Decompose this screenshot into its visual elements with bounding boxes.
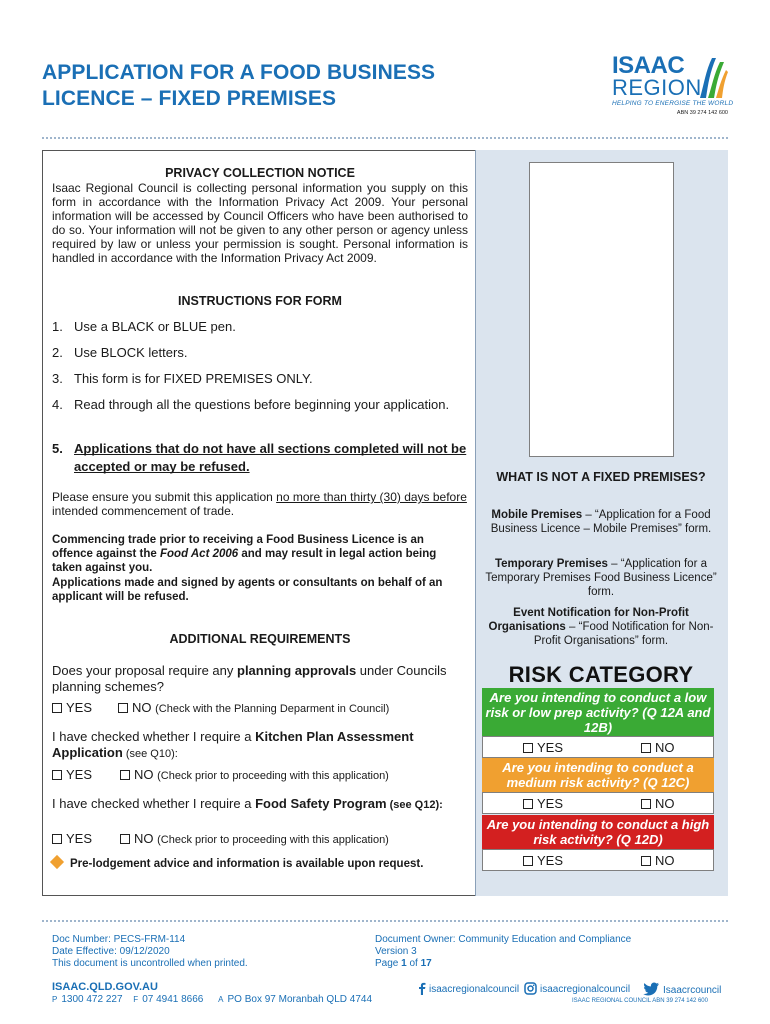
twitter-link[interactable]: Isaacrcouncil	[642, 982, 721, 996]
checkbox[interactable]	[641, 856, 651, 866]
food-safety-yes-option[interactable]: YES	[52, 831, 92, 846]
photo-box	[529, 162, 674, 457]
kitchen-plan-no-option[interactable]: NO (Check prior to proceeding with this application)	[120, 767, 389, 784]
warning-agents: Applications made and signed by agents or consultants on behalf of an applicant will be refused.	[52, 577, 443, 603]
not-fixed-heading: WHAT IS NOT A FIXED PREMISES?	[496, 470, 706, 484]
risk-low-options	[482, 736, 714, 758]
planning-yes-option[interactable]: YES	[52, 700, 92, 715]
twitter-icon	[642, 982, 660, 996]
checkbox[interactable]	[641, 743, 651, 753]
page-title	[42, 60, 562, 112]
privacy-heading: PRIVACY COLLECTION NOTICE	[165, 166, 355, 180]
kitchen-plan-options	[52, 767, 468, 783]
website-link[interactable]: ISAAC.QLD.GOV.AU	[52, 981, 158, 993]
question-planning: Does your proposal require any planning approvals under Councils planning schemes?	[52, 663, 447, 694]
title-line-1: APPLICATION FOR A FOOD BUSINESS	[42, 61, 436, 84]
uncontrolled-note: This document is uncontrolled when printed.	[52, 958, 248, 969]
logo-word-region: REGION	[612, 75, 702, 100]
postal-address: PO Box 97 Moranbah QLD 4744	[227, 994, 373, 1005]
isaac-region-logo	[612, 52, 734, 124]
page-indicator: Page 1 of 17	[375, 958, 432, 969]
instagram-link[interactable]: isaacregionalcouncil	[524, 982, 630, 995]
checkbox[interactable]	[52, 834, 62, 844]
temporary-premises-note: Temporary Premises – “Application for a Temporary Premises Food Business Licence” form.	[485, 558, 717, 598]
document-owner: Document Owner: Community Education and Compliance	[375, 934, 632, 945]
header-divider	[42, 137, 728, 139]
risk-medium-yes-option[interactable]: YES	[523, 796, 563, 811]
risk-high-no-option[interactable]: NO	[641, 853, 675, 868]
food-safety-options	[52, 831, 468, 847]
instagram-icon	[524, 982, 537, 995]
question-kitchen-plan: I have checked whether I require a Kitchen Plan Assessment Application (see Q10):	[52, 729, 414, 760]
warning-legal: Commencing trade prior to receiving a Food Business Licence is an offence against the Food Act 2006 and may result in legal action being taken against you.	[52, 534, 437, 574]
doc-meta-right	[375, 934, 631, 970]
risk-medium-no-option[interactable]: NO	[641, 796, 675, 811]
facebook-link[interactable]: isaacregionalcouncil	[418, 982, 519, 995]
logo-abn: ABN 39 274 142 600	[676, 110, 728, 116]
risk-high-yes-option[interactable]: YES	[523, 853, 563, 868]
checkbox[interactable]	[641, 799, 651, 809]
logo-mark-icon	[698, 54, 728, 100]
mobile-premises-note: Mobile Premises – “Application for a Food Business Licence – Mobile Premises” form.	[490, 509, 712, 535]
risk-low-yes-option[interactable]: YES	[523, 740, 563, 755]
checkbox[interactable]	[120, 834, 130, 844]
privacy-text: Isaac Regional Council is collecting personal information you supply on this form in accordance with the Information Privacy Act 2009. Your personal information will be accessed by Council Officers who have been authorised to do so. Your information will not be given to any other person or agency unless required by law or unless your permission is sought. Personal information is handled in accordance with the Information Privacy Act 2009.	[52, 181, 468, 265]
footer-abn: ISAAC REGIONAL COUNCIL ABN 39 274 142 600	[572, 998, 708, 1004]
logo-tagline: HELPING TO ENERGISE THE WORLD	[612, 100, 734, 107]
risk-high-options	[482, 849, 714, 871]
checkbox[interactable]	[52, 770, 62, 780]
checkbox[interactable]	[523, 799, 533, 809]
submit-note: Please ensure you submit this application no more than thirty (30) days before intended commencement of trade.	[52, 490, 467, 518]
risk-category-title: RISK CATEGORY	[508, 662, 694, 687]
title-line-2: LICENCE – FIXED PREMISES	[42, 87, 337, 110]
phone-number[interactable]: 1300 472 227	[61, 994, 123, 1005]
version: Version 3	[375, 946, 417, 957]
risk-band-medium: Are you intending to conduct a medium risk activity? (Q 12C)	[482, 758, 714, 792]
planning-options	[52, 700, 468, 716]
diamond-bullet-icon	[50, 855, 64, 869]
checkbox[interactable]	[523, 856, 533, 866]
risk-band-high: Are you intending to conduct a high risk activity? (Q 12D)	[482, 815, 714, 849]
question-food-safety: I have checked whether I require a Food Safety Program (see Q12):	[52, 796, 443, 811]
contact-line: P 1300 472 227 F 07 4941 8666 A PO Box 97 Moranbah QLD 4744	[52, 994, 373, 1005]
risk-medium-options	[482, 792, 714, 814]
doc-number: Doc Number: PECS-FRM-114	[52, 934, 186, 945]
risk-low-no-option[interactable]: NO	[641, 740, 675, 755]
planning-no-option[interactable]: NO (Check with the Planning Deparment in Council)	[118, 700, 389, 717]
risk-band-low: Are you intending to conduct a low risk or low prep activity? (Q 12A and 12B)	[482, 688, 714, 736]
checkbox[interactable]	[120, 770, 130, 780]
additional-heading: ADDITIONAL REQUIREMENTS	[169, 632, 351, 646]
food-safety-no-option[interactable]: NO (Check prior to proceeding with this application)	[120, 831, 389, 848]
instructions-heading: INSTRUCTIONS FOR FORM	[178, 294, 342, 308]
kitchen-plan-yes-option[interactable]: YES	[52, 767, 92, 782]
checkbox[interactable]	[52, 703, 62, 713]
checkbox[interactable]	[523, 743, 533, 753]
checkbox[interactable]	[118, 703, 128, 713]
facebook-icon	[418, 982, 426, 995]
event-notification-note: Event Notification for Non-Profit Organisations – “Food Notification for Non-Profit Organisations” form.	[488, 607, 714, 647]
fax-number: 07 4941 8666	[142, 994, 204, 1005]
logo-word-isaac: ISAAC	[612, 52, 685, 79]
doc-meta-left	[52, 934, 248, 970]
prelodgement-note: Pre-lodgement advice and information is available upon request.	[52, 856, 468, 872]
footer-divider	[42, 920, 728, 922]
date-effective: Date Effective: 09/12/2020	[52, 946, 170, 957]
